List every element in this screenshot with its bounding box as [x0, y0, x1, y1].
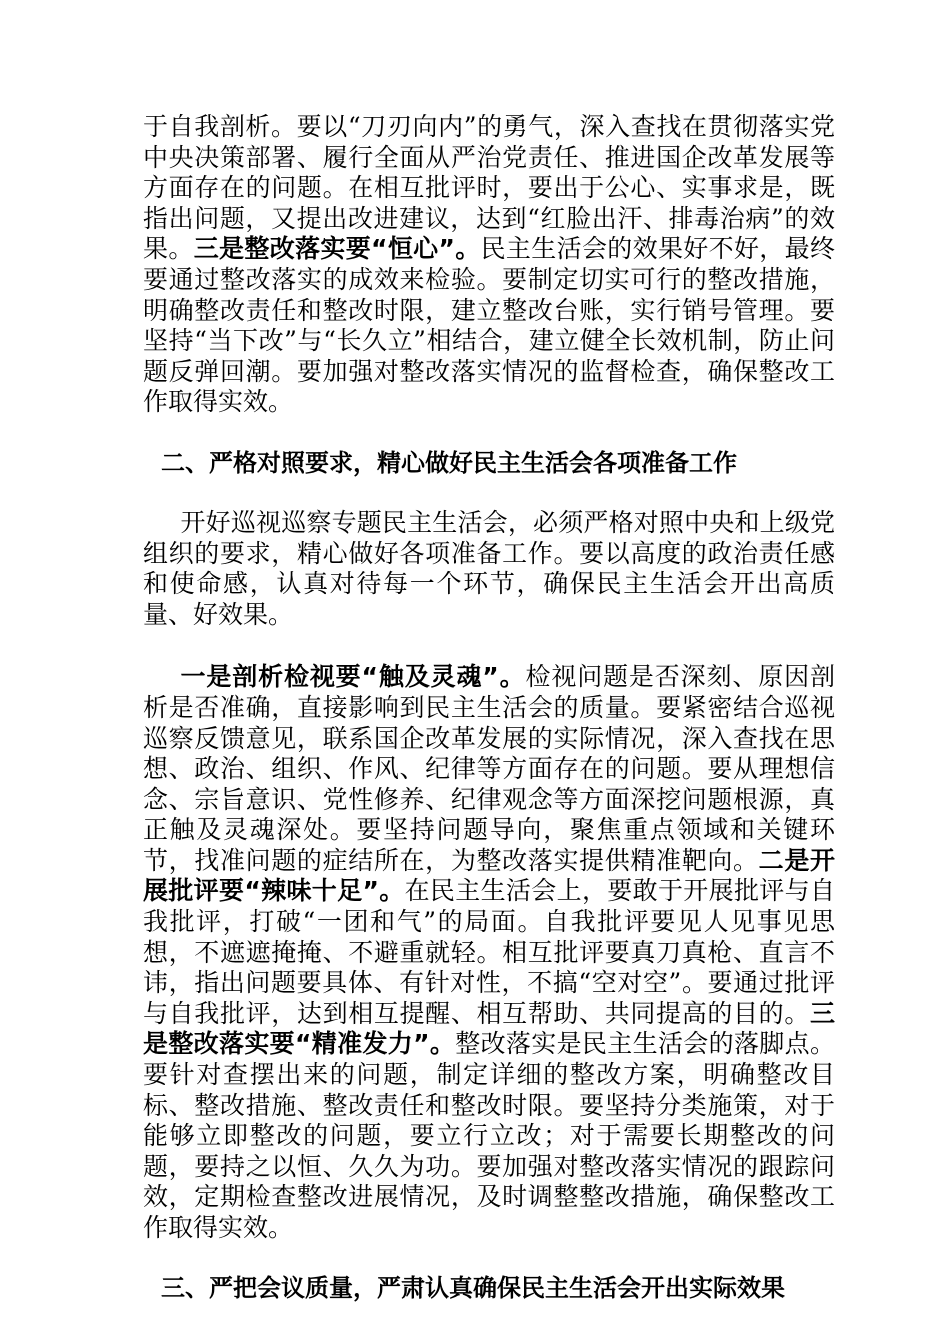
document-page: [143, 112, 835, 1303]
paragraph-intro: 开好巡视巡察专题民主生活会，必须严格对照中央和上级党组织的要求，精心做好各项准备工作。要以高度的政治责任感和使命感，认真对待每一个环节，确保民主生活会开出高质量、好效果。: [143, 507, 835, 629]
bold-lead-phrase: 三是整改落实要“恒心”。: [193, 234, 481, 264]
section-heading-3: 三、严把会议质量，严肃认真确保民主生活会开出实际效果: [161, 1273, 785, 1302]
paragraph-text: 于自我剖析。要以“刀刃向内”的勇气，深入查找在贯彻落实党中央决策部署、履行全面从严治党责任、推进国企改革发展等方面存在的问题。在相互批评时，要出于公心、实事求是，既指出问题，又提出改进建议，达到“红脸出汗、排毒治病”的效果。: [143, 112, 835, 264]
paragraph-text: 在民主生活会上，要敢于开展批评与自我批评，打破“一团和气”的局面。自我批评要见人见事见思想，不遮遮掩掩、不避重就轻。相互批评要真刀真枪、直言不讳，指出问题要具体、有针对性，不搞“空对空”。要通过批评与自我批评，达到相互提醒、相互帮助、共同提高的目的。: [143, 876, 835, 1028]
bold-lead-phrase: 三是整改落实要“精准发力”。: [143, 998, 835, 1059]
paragraph-continuation: [143, 112, 835, 418]
bold-lead-phrase: 一是剖析检视要“触及灵魂”。: [180, 662, 526, 692]
section-heading-2: 二、严格对照要求，精心做好民主生活会各项准备工作: [161, 448, 737, 477]
bold-lead-phrase: 二是开展批评要“辣味十足”。: [143, 845, 835, 906]
paragraph-text: 整改落实是民主生活会的落脚点。要针对查摆出来的问题，制定详细的整改方案，明确整改目标、整改措施、整改责任和整改时限。要坚持分类施策，对于能够立即整改的问题，要立行立改；对于需要长期整改的问题，要持之以恒、久久为功。要加强对整改落实情况的跟踪问效，定期检查整改进展情况，及时调整整改措施，确保整改工作取得实效。: [143, 1029, 835, 1242]
paragraph-body: [143, 662, 835, 1243]
paragraph-text: 检视问题是否深刻、原因剖析是否准确，直接影响到民主生活会的质量。要紧密结合巡视巡察反馈意见，联系国企改革发展的实际情况，深入查找在思想、政治、组织、作风、纪律等方面存在的问题。要从理想信念、宗旨意识、党性修养、纪律观念等方面深挖问题根源，真正触及灵魂深处。要坚持问题导向，聚焦重点领域和关键环节，找准问题的症结所在，为整改落实提供精准靶向。: [143, 662, 835, 875]
paragraph-text: 民主生活会的效果好不好，最终要通过整改落实的成效来检验。要制定切实可行的整改措施，明确整改责任和整改时限，建立整改台账，实行销号管理。要坚持“当下改”与“长久立”相结合，建立健全长效机制，防止问题反弹回潮。要加强对整改落实情况的监督检查，确保整改工作取得实效。: [143, 234, 835, 417]
